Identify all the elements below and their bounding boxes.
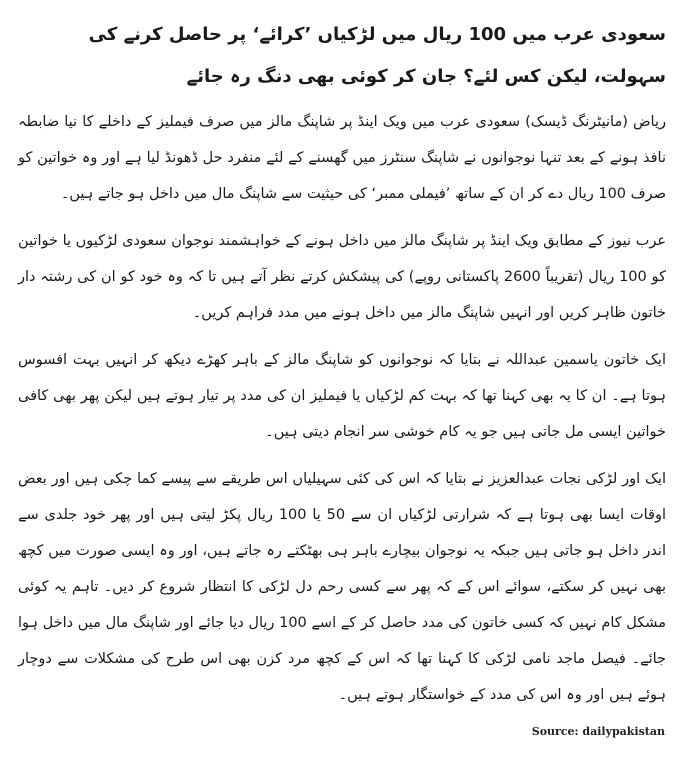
article-paragraph-4: ایک اور لڑکی نجات عبدالعزیز نے بتایا کہ اس کی کئی سہیلیاں اس طریقے سے پیسے کما چکی ہیں اور بعض اوقات ایسا بھی ہوتا ہے کہ شرارتی لڑکیاں ان سے 50 یا 100 ریال پکڑ لیتی ہیں اور پھر خود جلدی سے اندر داخل ہو جاتی ہیں جبکہ یہ نوجوان بیچارے باہر ہی بھٹکتے رہ جاتے ہیں، اور وہ ایسی صورت میں کچھ بھی نہیں کر سکتے، سوائے اس کے کہ پھر سے کسی رحم دل لڑکی کا انتظار شروع کر دیں۔ تاہم یہ کوئی مشکل کام نہیں کہ کسی خاتون کی مدد حاصل کر کے اسے 100 ریال دیا جائے اور شاپنگ مال میں داخل ہوا جائے۔ فیصل ماجد نامی لڑکی کا کہنا تھا کہ اس کے کچھ مرد کزن بھی اس طرح کی مشکلات سے دوچار ہوئے ہیں اور وہ اس کی مدد کے خواستگار ہوتے ہیں۔ — [18, 471, 666, 703]
article-headline: سعودی عرب میں 100 ریال میں لڑکیاں ’کرائے‘ پر حاصل کرنے کی سہولت، لیکن کس لئے؟ جان کر کوئی بھی دنگ رہ جائے — [88, 24, 666, 87]
article — [18, 14, 666, 724]
source-credit: Source: dailypakistan — [531, 725, 665, 738]
article-paragraph-2: عرب نیوز کے مطابق ویک اینڈ پر شاپنگ مالز میں داخل ہونے کے خواہشمند نوجوان سعودی لڑکیوں یا خواتین کو 100 ریال (تقریباً 2600 پاکستانی روپے) کی پیشکش کرتے نظر آتے ہیں تا کہ وہ خود کو ان کی رشتہ دار خاتون ظاہر کریں اور انہیں شاپنگ مالز میں داخل ہونے میں مدد فراہم کریں۔ — [18, 233, 666, 321]
article-paragraph-1: ریاض (مانیٹرنگ ڈیسک) سعودی عرب میں ویک اینڈ پر شاپنگ مالز میں صرف فیملیز کے داخلے کا نیا ضابطہ نافذ ہونے کے بعد تنہا نوجوانوں نے شاپنگ سنٹرز میں گھسنے کے لئے منفرد حل ڈھونڈ لیا ہے اور وہ خواتین کو صرف 100 ریال دے کر ان کے ساتھ ’فیملی ممبر‘ کی حیثیت سے شاپنگ مال میں داخل ہو جاتے ہیں۔ — [18, 114, 666, 202]
article-paragraph-3: ایک خاتون یاسمین عبداللہ نے بتایا کہ نوجوانوں کو شاپنگ مالز کے باہر کھڑے دیکھ کر انہیں بہت افسوس ہوتا ہے۔ ان کا یہ بھی کہنا تھا کہ بہت کم لڑکیاں یا فیملیز ان کی مدد پر تیار ہوتے ہیں لیکن پھر بھی کافی خواتین ایسی مل جاتی ہیں جو یہ کام خوشی سر انجام دیتی ہیں۔ — [18, 352, 666, 440]
